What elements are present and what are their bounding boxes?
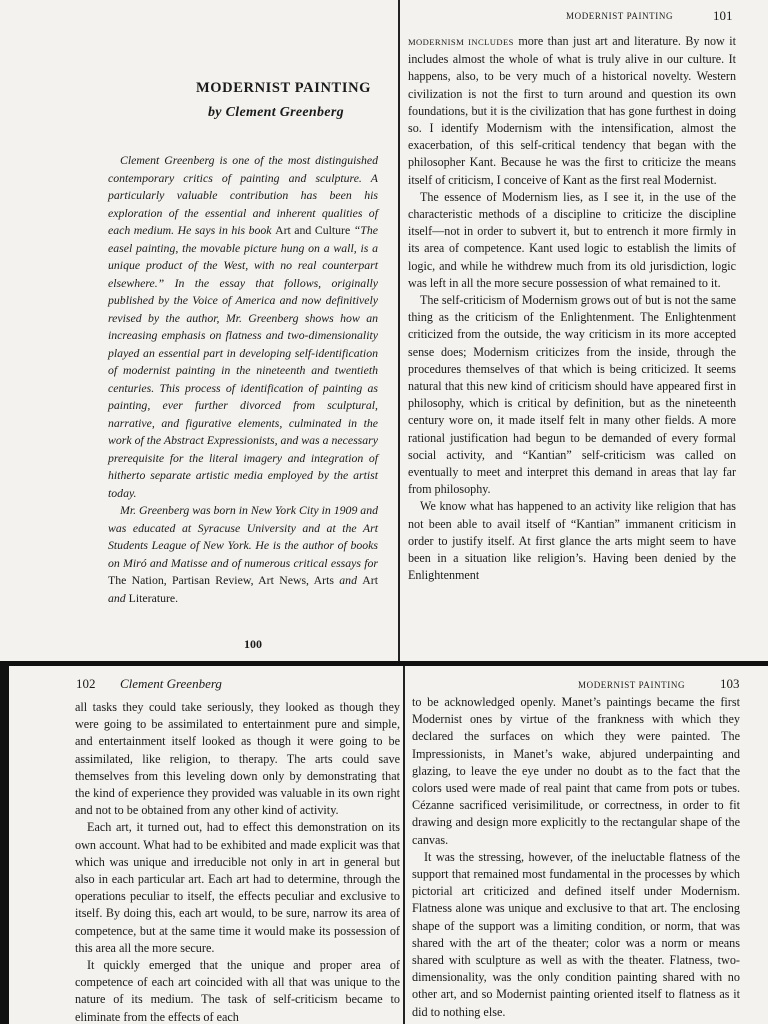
intro-text: and now definitively revised by the author, Mr. Greenberg shows how an increasing emphasis on flatness and two-dimensionality played an essential part in developing self-identification of modernist painting in the nineteenth and twentieth centuries. This process of identification of painting as painting, ever further divorced from sculptural, narrative, and figurative elements, culminated in the work of the Abstract Expressionists, and was a necessary prerequisite for the literal imagery and integration of hitherto separate artistic media employed by the artist today.: [108, 293, 378, 500]
intro-text: and: [108, 590, 129, 605]
roman-title: Literature.: [128, 590, 179, 605]
roman-title: Art: [362, 573, 378, 587]
body-paragraph: Each art, it turned out, had to effect this demonstration on its own account. What had to be exhibited and made explicit was that which was unique and irreducible not only in art in general but also in each particular art. Each art had to determine, through the operations peculiar to itself, the effects peculiar and exclusive to itself. By doing this, each art would, to be sure, narrow its area of competence, but at the same time it would make its possession of this area all the more secure.: [75, 820, 400, 955]
body-paragraph: It quickly emerged that the unique and proper area of competence of each art coincided with all that was unique to the nature of its medium. The task of self-criticism became to eliminate from the effects of each: [75, 958, 400, 1024]
body-paragraph: The essence of Modernism lies, as I see it, in the use of the characteristic methods of a discipline to criticize the discipline itself—not in order to subvert it, but to entrench it more firmly in its area of competence. Kant used logic to establish the limits of logic, and while he withdrew much from its old jurisdiction, logic was left in all the more secure possession of what remained to it.: [408, 189, 736, 290]
intro-paragraph: [108, 152, 378, 502]
page-number: 100: [244, 637, 262, 651]
body-text-page-102: [75, 699, 400, 1026]
page-number: 101: [713, 8, 733, 23]
scan-edge: [0, 666, 9, 1024]
intro-text: Clement Greenberg is one of the most distinguished contemporary critics of painting and sculpture. A particularly valuable contribution has been his exploration of the essential and inherent qualities of each medium. He says in his book: [108, 153, 378, 237]
running-head: Clement Greenberg: [120, 676, 222, 691]
opening-smallcaps: MODERNISM INCLUDES: [408, 37, 514, 47]
essay-byline: by Clement Greenberg: [208, 105, 344, 120]
book-spine: [403, 666, 405, 1024]
body-paragraph: to be acknowledged openly. Manet’s paintings became the first Modernist ones by virtue of the frankness with which they declared the surfaces on which they were painted. The Impressionists, in Manet’s wake, abjured underpainting and glazing, to leave the eye under no doubt as to the fact that the colors used were made of real paint that came from pots or tubes. Cézanne sacrificed verisimilitude, or correctness, in order to fit drawing and design more explicitly to the rectangular shape of the canvas.: [412, 695, 740, 847]
body-paragraph: [408, 33, 736, 189]
roman-title: The Nation, Partisan Review, Art News, Arts: [108, 573, 334, 587]
body-paragraph: We know what has happened to an activity like religion that has not been able to avail itself of “Kantian” immanent criticism in order to justify itself. At first glance the arts might seem to have been in a situation like religion’s. Having been denied by the Enlightenment: [408, 499, 736, 583]
page-number: 102: [76, 676, 96, 691]
author-introduction: [108, 152, 378, 607]
body-paragraph: The self-criticism of Modernism grows out of but is not the same thing as the criticism of the Enlightenment. The Enlightenment criticized from the outside, the way criticism in its more accepted sense does; Modernism criticizes from the inside, through the procedures themselves of that which is being criticized. It seems natural that this new kind of criticism should have appeared first in philosophy, which is critical by definition, but as the nineteenth century wore on, it made itself felt in many other fields. A more rational justification had begun to be demanded of every formal social activity, and “Kantian” self-criticism was called on eventually to meet and interpret this demand in areas that lay far from philosophy.: [408, 293, 736, 497]
paragraph-text: more than just art and literature. By now it includes almost the whole of what is truly alive in our culture. It happens, also, to be very much of a historical novelty. Western civilization is not the first to turn around and question its own foundations, but it is the civilization that has gone furthest in doing so. I identify Modernism with the intensification, almost the exacerbation, of this self-critical tendency that began with the philosopher Kant. Because he was the first to criticize the means itself of criticism, I conceive of Kant as the first real Modernist.: [408, 34, 736, 187]
book-spine: [398, 0, 400, 663]
running-head: MODERNIST PAINTING: [566, 11, 674, 21]
body-paragraph: all tasks they could take seriously, they looked as though they were going to be assimilated to entertainment pure and simple, and entertainment itself looked as though it were going to be assimilated, like religion, to therapy. The arts could save themselves from this leveling down only by demonstrating that the kind of experience they provided was valuable in its own right and not to be obtained from any other kind of activity.: [75, 700, 400, 818]
intro-paragraph: [108, 502, 378, 607]
running-head: MODERNIST PAINTING: [578, 680, 686, 690]
body-paragraph: It was the stressing, however, of the ineluctable flatness of the support that remained most fundamental in the processes by which pictorial art criticized and defined itself under Modernism. Flatness alone was unique and exclusive to that art. The enclosing shape of the support was a limiting condition, or norm, that was shared with the art of the theater; color was a norm or means shared with sculpture as well as with the theater. Flatness, two-dimensionality, was the only condition painting shared with no other art, and so Modernist painting oriented itself to flatness as it did to nothing else.: [412, 849, 740, 1019]
body-text-page-103: [412, 694, 740, 1021]
body-text-page-101: [408, 33, 736, 585]
intro-text: and: [333, 573, 363, 587]
intro-text: Mr. Greenberg was born in New York City in 1909 and was educated at Syracuse University and at the Art Students League of New York. He is the author of books on Miró and Matisse and of numerous critical essays for: [108, 503, 378, 570]
roman-title: Art and Culture: [275, 223, 351, 237]
essay-title: MODERNIST PAINTING: [196, 80, 372, 96]
intro-text: “The easel painting, the movable picture hung on a wall, is a unique product of the West, with no real counterpart elsewhere.” In the essay that follows, originally published by the: [108, 223, 378, 307]
page-number: 103: [720, 676, 740, 691]
intro-text: Voice of America: [192, 293, 276, 307]
